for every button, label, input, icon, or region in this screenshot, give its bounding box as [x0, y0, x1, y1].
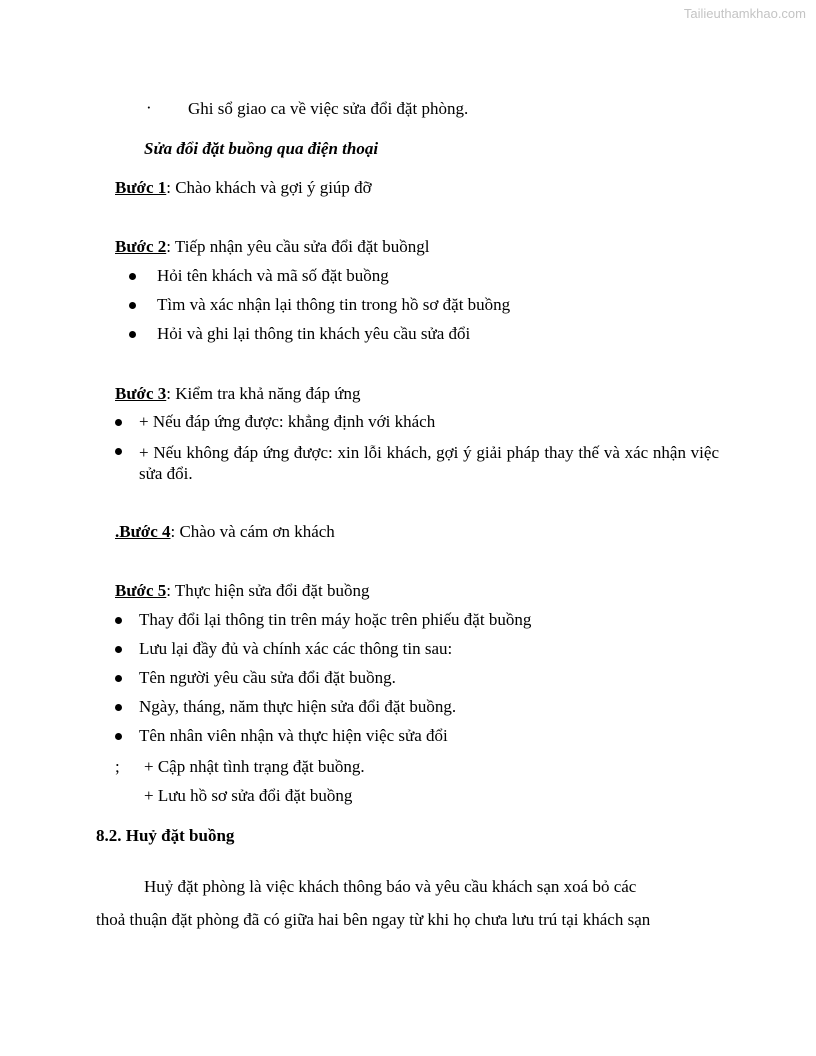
- list-item: Thay đổi lại thông tin trên máy hoặc trên phiếu đặt buồng: [139, 610, 532, 629]
- list-item: + Nếu đáp ứng được: khẳng định với khách: [139, 412, 436, 431]
- list-item: Hỏi và ghi lại thông tin khách yêu cầu sửa đổi: [157, 324, 471, 343]
- list-item: + Nếu không đáp ứng được: xin lỗi khách, gợi ý giải pháp thay thế và xác nhận việc sửa đổi.: [139, 443, 719, 483]
- paragraph-line: thoả thuận đặt phòng đã có giữa hai bên ngay từ khi họ chưa lưu trú tại khách sạn: [96, 910, 651, 929]
- paragraph-line: Huỷ đặt phòng là việc khách thông báo và yêu cầu khách sạn xoá bỏ các: [144, 877, 637, 896]
- step-label: .Bước 4: [115, 522, 171, 541]
- list-item: Tên nhân viên nhận và thực hiện việc sửa đổi: [139, 726, 448, 745]
- section-phone-title: Sửa đổi đặt buồng qua điện thoại: [144, 139, 379, 158]
- step-text: : Tiếp nhận yêu cầu sửa đổi đặt buồngl: [166, 237, 430, 256]
- bullet-icon: [115, 675, 122, 682]
- watermark: Tailieuthamkhao.com: [683, 6, 806, 21]
- step-text: : Chào khách và gợi ý giúp đỡ: [166, 178, 372, 197]
- bullet-icon: [115, 646, 122, 653]
- step-label: Bước 1: [115, 178, 167, 197]
- intro-text: Ghi sổ giao ca về việc sửa đổi đặt phòng.: [188, 99, 469, 118]
- intro-marker: ·: [146, 98, 152, 117]
- bullet-icon: [129, 273, 136, 280]
- sub-list-item: + Cập nhật tình trạng đặt buồng.: [144, 757, 365, 776]
- bullet-icon: [115, 419, 122, 426]
- bullet-icon: [115, 704, 122, 711]
- section-cancel-title: 8.2. Huỷ đặt buồng: [96, 826, 235, 845]
- step-text: : Chào và cám ơn khách: [170, 522, 335, 541]
- step-text: : Kiểm tra khả năng đáp ứng: [166, 384, 361, 403]
- step-text: : Thực hiện sửa đổi đặt buồng: [166, 581, 370, 600]
- step-4: [115, 522, 335, 542]
- bullet-icon: [115, 733, 122, 740]
- list-item: Hỏi tên khách và mã số đặt buồng: [157, 266, 389, 285]
- step-3: [115, 384, 361, 404]
- list-item: Tên người yêu cầu sửa đổi đặt buồng.: [139, 668, 396, 687]
- list-item: Tìm và xác nhận lại thông tin trong hồ sơ đặt buồng: [157, 295, 511, 314]
- step-1: [115, 178, 372, 198]
- bullet-icon: [129, 331, 136, 338]
- step-5: [115, 581, 369, 601]
- list-item: Lưu lại đầy đủ và chính xác các thông tin sau:: [139, 639, 453, 658]
- sub-list-item: + Lưu hồ sơ sửa đổi đặt buồng: [144, 786, 353, 805]
- bullet-icon: [115, 617, 122, 624]
- bullet-icon: [115, 448, 122, 455]
- step-2: [115, 237, 430, 257]
- step-label: Bước 3: [115, 384, 167, 403]
- step-label: Bước 2: [115, 237, 167, 256]
- step-label: Bước 5: [115, 581, 167, 600]
- list-item: Ngày, tháng, năm thực hiện sửa đổi đặt buồng.: [139, 697, 457, 716]
- bullet-icon: [129, 302, 136, 309]
- sub-list-marker: ;: [115, 757, 120, 776]
